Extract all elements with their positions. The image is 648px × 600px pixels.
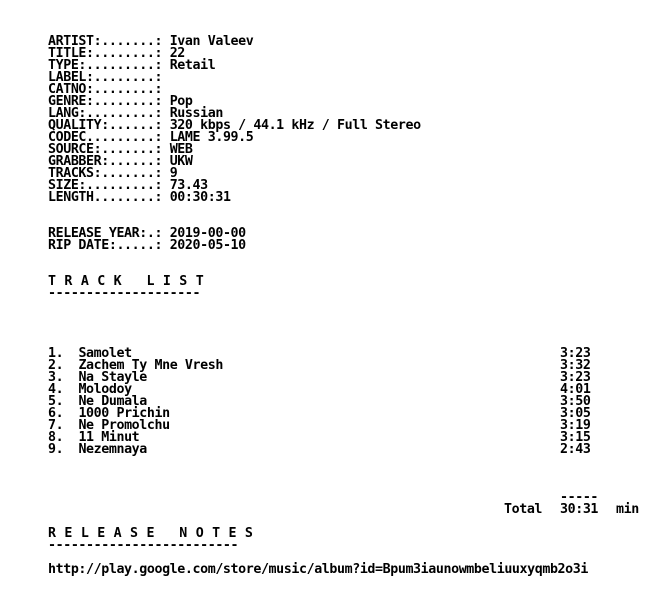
info-key: TYPE:.........: — [48, 58, 163, 73]
track-duration: 3:50 — [560, 394, 591, 409]
track-number: 5. — [48, 394, 64, 409]
track-duration: 3:15 — [560, 430, 591, 445]
track-duration: 3:19 — [560, 418, 591, 433]
info-key: CATNO:........: — [48, 82, 163, 97]
info-value: 2019-00-00 — [169, 226, 246, 241]
info-value: 2020-05-10 — [169, 238, 246, 253]
info-key: GENRE:........: — [48, 94, 163, 109]
info-value: UKW — [169, 154, 193, 169]
track-number: 4. — [48, 382, 64, 397]
total-unit: min — [616, 502, 639, 517]
track-title: Ne Dumala — [78, 394, 147, 409]
track-title: Ne Promolchu — [78, 418, 170, 433]
release-notes-url: http://play.google.com/store/music/album?id=Bpum3iaunowmbeliuuxyqmb2o3i — [48, 562, 588, 577]
track-title: Nezemnaya — [78, 442, 147, 457]
info-value: 9 — [169, 166, 178, 181]
track-duration: 4:01 — [560, 382, 591, 397]
info-value: LAME 3.99.5 — [169, 130, 254, 145]
info-value: 73.43 — [169, 178, 208, 193]
info-key: SIZE:.........: — [48, 178, 163, 193]
info-key: LANG:.........: — [48, 106, 163, 121]
info-key: ARTIST:.......: — [48, 34, 163, 49]
track-row — [48, 444, 644, 456]
track-duration: 3:23 — [560, 370, 591, 385]
nfo-document — [48, 36, 644, 576]
track-number: 3. — [48, 370, 64, 385]
info-key: RIP DATE:.....: — [48, 238, 163, 253]
track-duration: 3:05 — [560, 406, 591, 421]
total-separator: ----- — [560, 490, 599, 505]
track-title: 1000 Prichin — [78, 406, 170, 421]
rip-date-row — [48, 240, 644, 252]
track-title: 11 Minut — [78, 430, 140, 445]
track-duration: 3:32 — [560, 358, 591, 373]
info-key: LABEL:........: — [48, 70, 163, 85]
info-value: Ivan Valeev — [169, 34, 254, 49]
total-separator-row — [48, 492, 644, 504]
info-key: CODEC.........: — [48, 130, 163, 145]
track-number: 9. — [48, 442, 64, 457]
track-duration: 3:23 — [560, 346, 591, 361]
total-label: Total — [504, 502, 543, 517]
track-number: 2. — [48, 358, 64, 373]
track-number: 8. — [48, 430, 64, 445]
info-key: LENGTH........: — [48, 190, 163, 205]
info-value: 00:30:31 — [169, 190, 231, 205]
info-value: 320 kbps / 44.1 kHz / Full Stereo — [169, 118, 421, 133]
track-list — [48, 348, 644, 456]
track-title: Na Stayle — [78, 370, 147, 385]
track-number: 7. — [48, 418, 64, 433]
release-notes-underline: ------------------------- — [48, 538, 239, 553]
info-value: WEB — [169, 142, 193, 157]
info-value: Russian — [169, 106, 223, 121]
info-key: QUALITY:......: — [48, 118, 163, 133]
info-key: GRABBER:......: — [48, 154, 163, 169]
track-title: Molodoy — [78, 382, 132, 397]
track-number: 1. — [48, 346, 64, 361]
info-value: Retail — [169, 58, 216, 73]
track-duration: 2:43 — [560, 442, 591, 457]
info-key: RELEASE YEAR:.: — [48, 226, 163, 241]
info-key: TITLE:........: — [48, 46, 163, 61]
track-title: Zachem Ty Mne Vresh — [78, 358, 223, 373]
info-key: SOURCE:.......: — [48, 142, 163, 157]
release-notes-heading: R E L E A S E N O T E S — [48, 526, 254, 541]
info-key: TRACKS:.......: — [48, 166, 163, 181]
track-title: Samolet — [78, 346, 132, 361]
total-row — [48, 504, 644, 516]
tracklist-heading: T R A C K L I S T — [48, 274, 204, 289]
info-value: Pop — [169, 94, 193, 109]
info-row-length — [48, 192, 644, 204]
info-value: 22 — [169, 46, 185, 61]
total-value: 30:31 — [560, 502, 599, 517]
track-row — [48, 372, 644, 384]
release-block — [48, 228, 644, 252]
tracklist-underline: -------------------- — [48, 286, 201, 301]
info-block — [48, 36, 644, 204]
track-number: 6. — [48, 406, 64, 421]
